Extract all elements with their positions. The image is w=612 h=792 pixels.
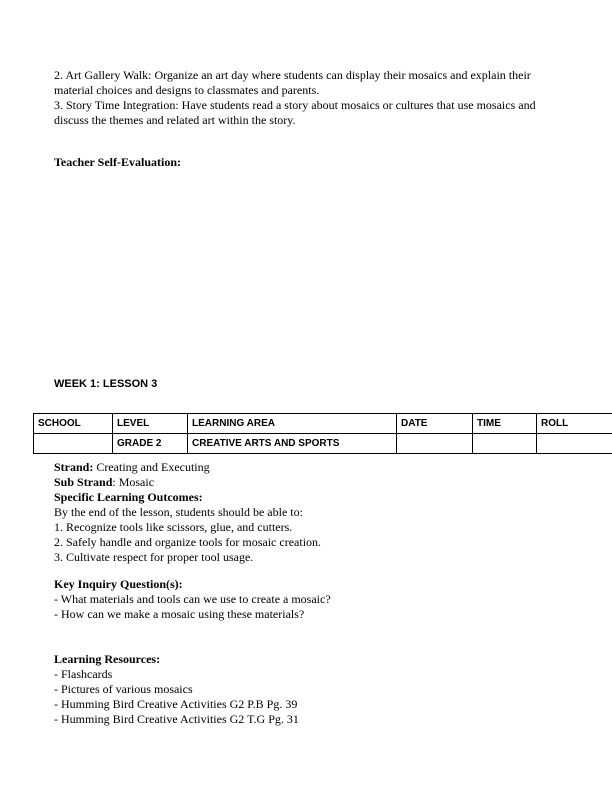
week-lesson-heading: WEEK 1: LESSON 3 bbox=[54, 378, 158, 390]
header-cell-learning-area: LEARNING AREA bbox=[188, 414, 397, 434]
teacher-self-evaluation-heading: Teacher Self-Evaluation: bbox=[54, 155, 182, 169]
outcomes-intro: By the end of the lesson, students should be able to: bbox=[54, 505, 303, 519]
resource-item-1: - Flashcards bbox=[54, 667, 113, 681]
sub-strand-line bbox=[54, 475, 558, 490]
key-inquiry-section bbox=[54, 577, 558, 622]
lesson-info-table bbox=[33, 413, 612, 454]
sub-strand-label: Sub Strand bbox=[54, 475, 113, 489]
resource-item-3: - Humming Bird Creative Activities G2 P.B Pg. 39 bbox=[54, 697, 298, 711]
header-cell-level: LEVEL bbox=[113, 414, 188, 434]
strand-value: Creating and Executing bbox=[93, 460, 210, 474]
outcome-item-2: 2. Safely handle and organize tools for mosaic creation. bbox=[54, 535, 322, 549]
cell-time bbox=[473, 434, 537, 454]
cell-date bbox=[397, 434, 473, 454]
table-value-row bbox=[34, 434, 612, 454]
strand-section bbox=[54, 460, 558, 565]
resource-item-4: - Humming Bird Creative Activities G2 T.G Pg. 31 bbox=[54, 712, 299, 726]
resources-heading: Learning Resources: bbox=[54, 652, 161, 666]
outcome-item-3: 3. Cultivate respect for proper tool usage. bbox=[54, 550, 254, 564]
strand-label: Strand: bbox=[54, 460, 94, 474]
outcomes-heading: Specific Learning Outcomes: bbox=[54, 490, 203, 504]
strand-line bbox=[54, 460, 558, 475]
outcome-item-1: 1. Recognize tools like scissors, glue, and cutters. bbox=[54, 520, 293, 534]
resource-item-2: - Pictures of various mosaics bbox=[54, 682, 193, 696]
key-inquiry-question-1: - What materials and tools can we use to create a mosaic? bbox=[54, 592, 331, 606]
learning-resources-section bbox=[54, 652, 558, 727]
intro-paragraph-2: 3. Story Time Integration: Have students read a story about mosaics or cultures that use mosaics and discuss the themes and related art within the story. bbox=[54, 98, 536, 127]
table-header-row bbox=[34, 414, 612, 434]
cell-school bbox=[34, 434, 113, 454]
intro-paragraph-1: 2. Art Gallery Walk: Organize an art day where students can display their mosaics and explain their material choices and designs to classmates and parents. bbox=[54, 68, 531, 97]
sub-strand-value: : Mosaic bbox=[112, 475, 155, 489]
cell-learning-area: CREATIVE ARTS AND SPORTS bbox=[188, 434, 397, 454]
key-inquiry-question-2: - How can we make a mosaic using these materials? bbox=[54, 607, 305, 621]
header-cell-school: SCHOOL bbox=[34, 414, 113, 434]
cell-level: GRADE 2 bbox=[113, 434, 188, 454]
cell-roll bbox=[537, 434, 612, 454]
header-cell-time: TIME bbox=[473, 414, 537, 434]
header-cell-date: DATE bbox=[397, 414, 473, 434]
key-inquiry-heading: Key Inquiry Question(s): bbox=[54, 577, 183, 591]
header-cell-roll: ROLL bbox=[537, 414, 612, 434]
